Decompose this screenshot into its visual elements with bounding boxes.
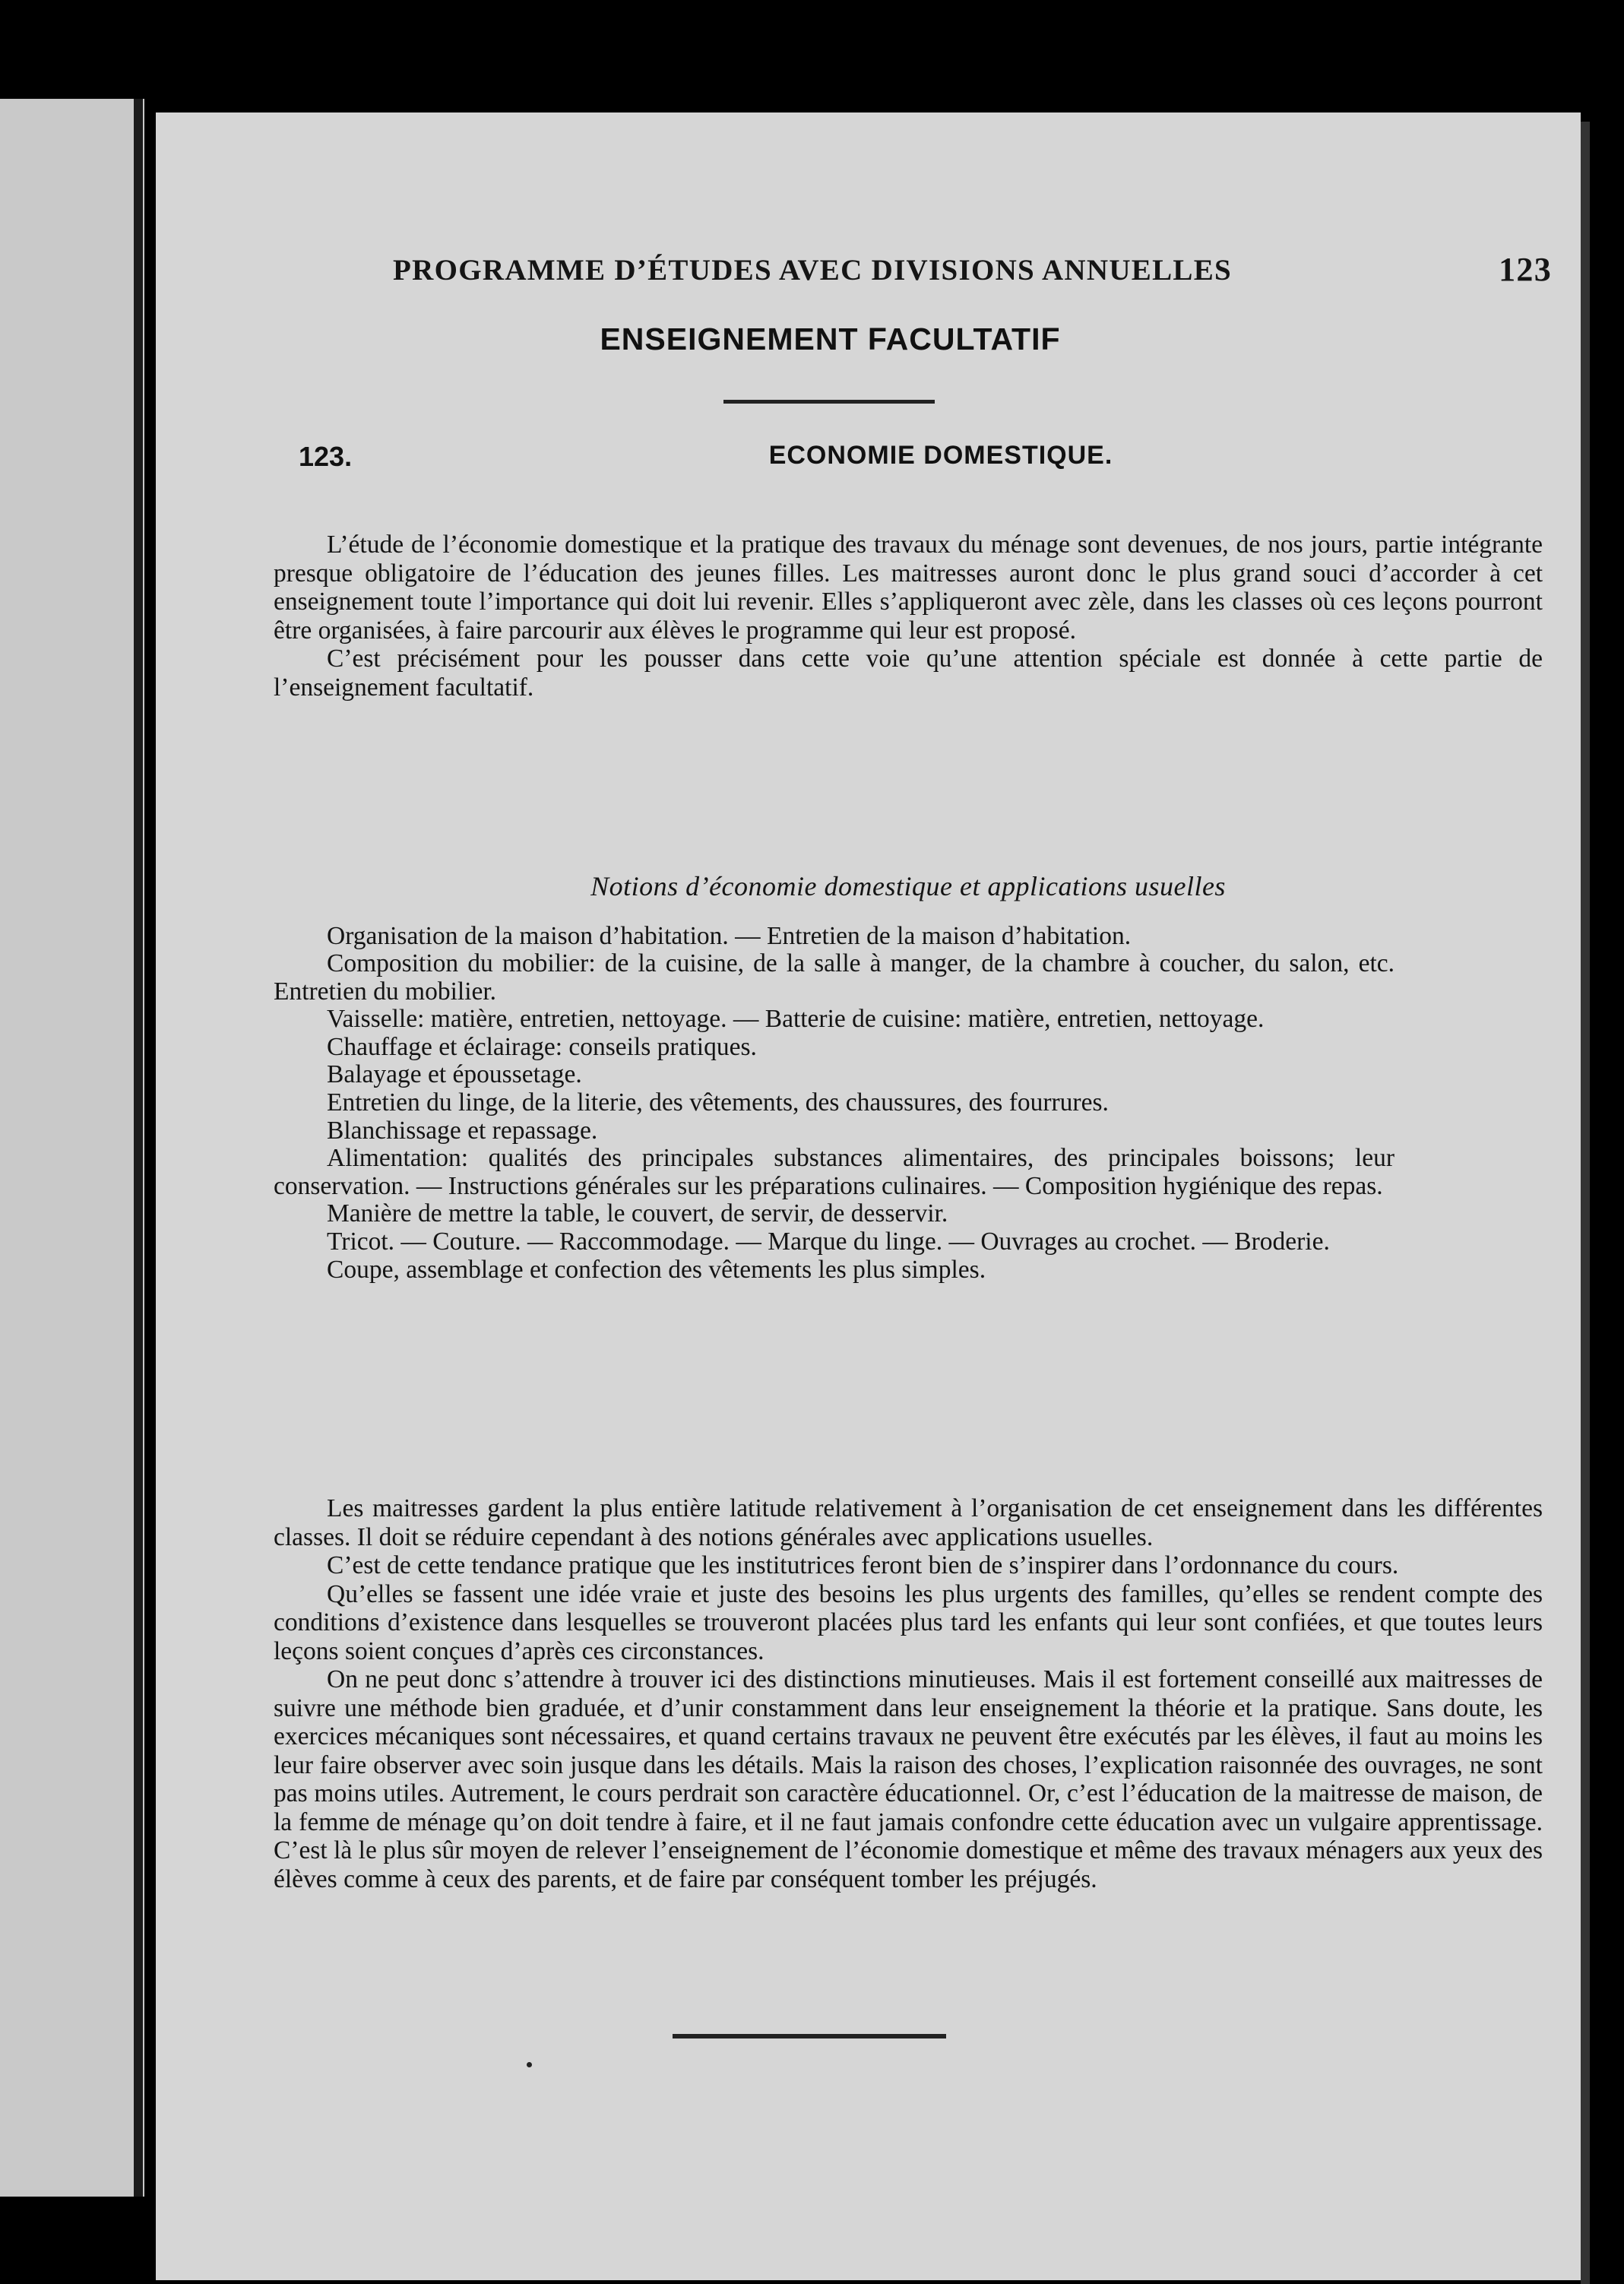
list-item: Entretien du linge, de la literie, des vêtements, des chaussures, des fourrures. — [327, 1088, 1109, 1117]
article-number: 123. — [299, 441, 353, 472]
closing-paragraph: C’est de cette tendance pratique que les institutrices feront bien de s’inspirer dans l’ordonnance du cours. — [327, 1551, 1399, 1579]
list-item: Coupe, assemblage et confection des vêtements les plus simples. — [327, 1255, 986, 1284]
article-title: ECONOMIE DOMESTIQUE. — [768, 441, 1113, 470]
list-item: Manière de mettre la table, le couvert, de servir, de desservir. — [327, 1199, 948, 1228]
list-item: Composition du mobilier: de la cuisine, de la salle à manger, de la chambre à coucher, du salon, etc. Entretien du mobilier. — [274, 949, 1394, 1006]
intro-text — [274, 531, 1543, 702]
book-gutter — [134, 99, 143, 2197]
list-item: Blanchissage et repassage. — [327, 1116, 598, 1145]
article-heading — [299, 441, 1583, 486]
ink-speck — [527, 2062, 532, 2067]
intro-paragraph: L’étude de l’économie domestique et la pratique des travaux du ménage sont devenues, de nos jours, partie intégrante presque obligatoire de l’éducation des jeunes filles. Les maitresses auront donc le plus grand souci d’accorder à cet enseignement toute l’importance qui doit lui revenir. Elles s’appliqueront avec zèle, dans les classes où ces leçons pourront être organisées, à faire parcourir aux élèves le programme qui leur est proposé. — [274, 531, 1543, 645]
closing-paragraph: Les maitresses gardent la plus entière latitude relativement à l’organisation de cet enseignement dans les différentes classes. Il doit se réduire cependant à des notions générales avec applications usuelles. — [274, 1494, 1543, 1551]
list-item: Organisation de la maison d’habitation. — Entretien de la maison d’habitation. — [327, 921, 1132, 950]
closing-paragraph: Qu’elles se fassent une idée vraie et juste des besoins les plus urgents des familles, qu’elles se rendent compte des conditions d’existence dans lesquelles se trouveront placées plus tard les enfants qui leur sont confiées, et que toutes leurs leçons soient conçues d’après ces circonstances. — [274, 1579, 1543, 1665]
closing-paragraph: On ne peut donc s’attendre à trouver ici des distinctions minutieuses. Mais il est fortement conseillé aux maitresses de suivre une méthode bien graduée, et d’unir constamment dans leur enseignement la théorie et la pratique. Sans doute, les exercices mécaniques sont nécessaires, et quand certains travaux ne peuvent être exécutés par les élèves, il faut au moins les leur faire observer avec soin jusque dans les détails. Mais la raison des choses, l’explication raisonnée des ouvrages, ne sont pas moins utiles. Autrement, le cours perdrait son caractère éducationnel. Or, c’est l’éducation de la maitresse de maison, de la femme de ménage qu’on doit tendre à faire, et il ne faut jamais confondre cette éducation avec un vulgaire apprentissage. C’est là le plus sûr moyen de relever l’enseignement de l’économie domestique et même des travaux ménagers aux yeux des élèves comme à ceux des parents, et de faire par conséquent tomber les préjugés. — [274, 1665, 1543, 1893]
running-head — [393, 253, 1552, 299]
list-item: Alimentation: qualités des principales substances alimentaires, des principales boissons; leur conservation. — Instructions générales sur les préparations culinaires. — Composition hygiénique des repas. — [274, 1144, 1394, 1200]
facing-page-edge — [0, 99, 144, 2197]
list-item: Balayage et époussetage. — [327, 1060, 582, 1089]
intro-paragraph: C’est précisément pour les pousser dans cette voie qu’une attention spéciale est donnée à cette partie de l’enseignement facultatif. — [274, 645, 1543, 702]
notions-list — [274, 923, 1394, 1285]
list-item: Vaisselle: matière, entretien, nettoyage. — Batterie de cuisine: matière, entretien, nettoyage. — [327, 1005, 1265, 1034]
section-divider — [723, 400, 935, 404]
notions-section — [274, 873, 1543, 1284]
book-page — [156, 112, 1581, 2280]
notions-heading: Notions d’économie domestique et applications usuelles — [590, 871, 1226, 901]
end-divider — [673, 2034, 946, 2038]
list-item: Tricot. — Couture. — Raccommodage. — Marque du linge. — Ouvrages au crochet. — Broderie. — [327, 1228, 1330, 1256]
list-item: Chauffage et éclairage: conseils pratiques. — [327, 1032, 757, 1061]
closing-text — [274, 1494, 1543, 1893]
section-title: ENSEIGNEMENT FACULTATIF — [600, 322, 1061, 356]
page-number: 123 — [1499, 251, 1552, 288]
running-head-title: PROGRAMME D’ÉTUDES AVEC DIVISIONS ANNUELLES — [393, 254, 1233, 287]
